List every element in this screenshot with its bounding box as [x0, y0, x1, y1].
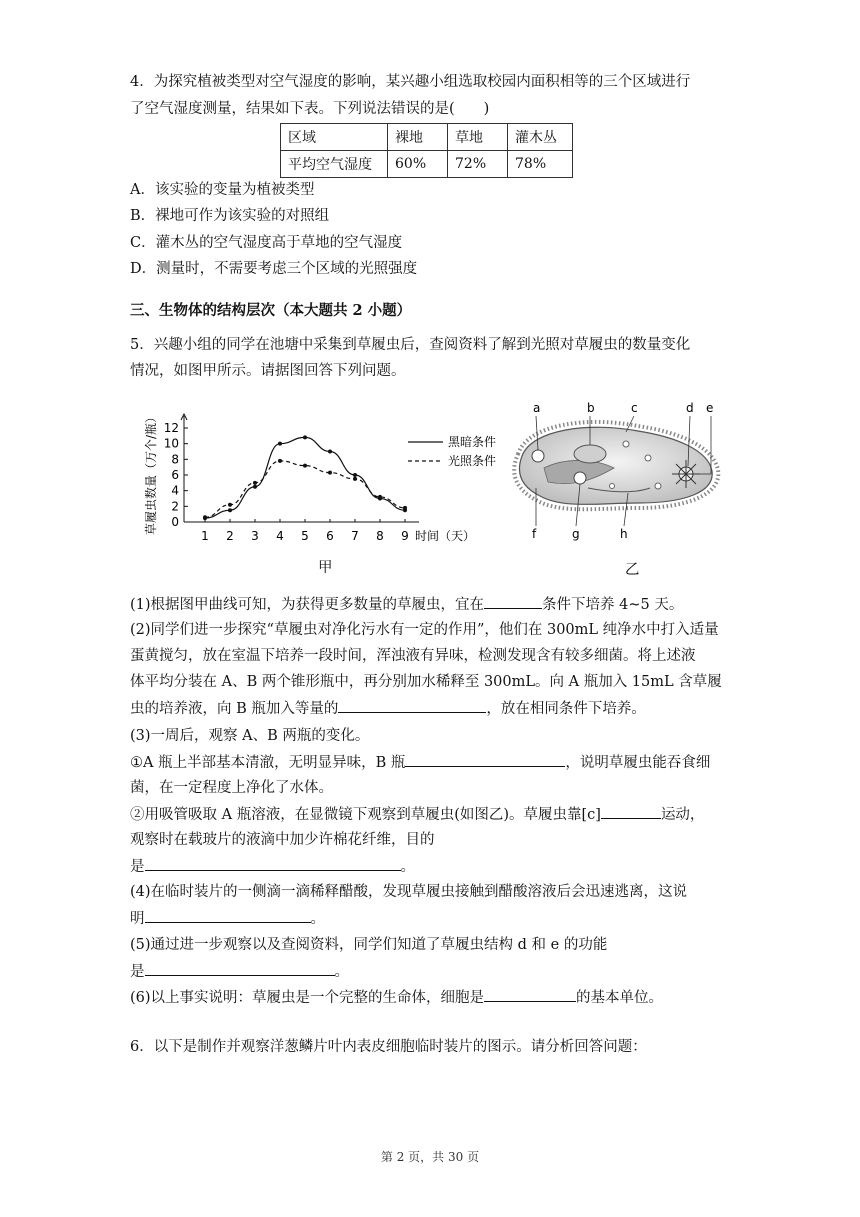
q5-part4-text-b: 明 — [130, 911, 145, 927]
food-vacuole-small — [655, 483, 661, 489]
q5-part1 — [130, 594, 683, 615]
q5-part5-text-c: 。 — [334, 964, 349, 980]
answer-blank[interactable] — [145, 961, 335, 976]
chart-plot — [203, 434, 496, 520]
data-point — [253, 485, 257, 489]
x-tick-label: 6 — [326, 529, 334, 543]
data-point — [228, 503, 232, 507]
x-tick-label: 3 — [251, 529, 259, 543]
q5-stem-line2: 情况，如图甲所示。请据图回答下列问题。 — [130, 363, 406, 379]
y-tick-label: 2 — [171, 499, 179, 514]
label-e: e — [706, 401, 714, 415]
q5-part3-1-cont: 菌，在一定程度上净化了水体。 — [130, 780, 333, 796]
table-cell: 平均空气湿度 — [281, 151, 388, 178]
data-point — [328, 471, 332, 475]
q5-stem-line1: 5．兴趣小组的同学在池塘中采集到草履虫后，查阅资料了解到光照对草履虫的数量变化 — [130, 337, 691, 353]
legend-label: 光照条件 — [448, 454, 497, 468]
page-footer: 第 2 页，共 30 页 — [380, 1150, 480, 1164]
label-d: d — [686, 401, 694, 415]
food-vacuole-small — [645, 455, 651, 461]
label-g: g — [572, 527, 580, 541]
series-line-dark — [205, 437, 405, 518]
q5-part1-text-a: (1)根据图甲曲线可知，为获得更多数量的草履虫，宜在 — [130, 597, 485, 613]
q5-part3-2-text-d: 是 — [130, 859, 145, 875]
chart-axes — [143, 411, 475, 543]
q5-part3-2-text-e: 。 — [400, 859, 415, 875]
answer-blank[interactable] — [145, 908, 311, 923]
q5-part1-text-b: 条件下培养 4~5 天。 — [542, 597, 684, 613]
q5-part4-answer — [130, 908, 325, 929]
q5-part6-text-a: (6)以上事实说明：草履虫是一个完整的生命体，细胞是 — [130, 990, 485, 1006]
food-vacuole-small — [610, 484, 615, 489]
q5-part6 — [130, 987, 663, 1008]
paramecium-diagram — [508, 396, 728, 546]
q5-part3-2-text-b: 运动， — [660, 807, 705, 823]
q6-stem: 6．以下是制作并观察洋葱鳞片叶内表皮细胞临时装片的图示。请分析回答问题： — [130, 1039, 647, 1055]
x-tick-label: 8 — [376, 529, 384, 543]
q5-part2-text-b: ，放在相同条件下培养。 — [486, 701, 646, 717]
macronucleus — [574, 445, 606, 463]
food-vacuole — [574, 472, 586, 484]
table-cell: 灌木丛 — [508, 124, 573, 151]
q5-part3-2 — [130, 804, 704, 825]
q4-option-b: B．裸地可作为该实验的对照组 — [130, 208, 330, 224]
data-point — [278, 459, 282, 463]
data-point — [403, 506, 407, 510]
y-tick-label: 0 — [171, 515, 179, 529]
label-f: f — [532, 527, 537, 541]
q5-part5-answer — [130, 961, 349, 982]
figure-caption-yi: 乙 — [625, 562, 640, 578]
data-point — [303, 464, 307, 468]
q4-option-a: A．该实验的变量为植被类型 — [130, 182, 315, 198]
data-point — [328, 450, 332, 454]
label-c: c — [631, 401, 638, 415]
q5-part3: (3)一周后，观察 A、B 两瓶的变化。 — [130, 728, 370, 744]
table-cell: 60% — [388, 151, 448, 178]
q5-part6-text-b: 的基本单位。 — [576, 990, 664, 1006]
answer-blank[interactable] — [145, 856, 401, 871]
figure-caption-jia: 甲 — [318, 560, 333, 576]
q5-part5: (5)通过进一步观察以及查阅资料，同学们知道了草履虫结构 d 和 e 的功能 — [130, 937, 608, 953]
q5-part3-2-text-a: ②用吸管吸取 A 瓶溶液，在显微镜下观察到草履虫(如图乙)。草履虫靠[c] — [130, 807, 601, 823]
q5-part2-line3: 体平均分装在 A、B 两个锥形瓶中，再分别加水稀释至 300mL。向 A 瓶加入 15mL 含草履 — [130, 674, 722, 690]
q5-part4-text-c: 。 — [310, 911, 325, 927]
data-point — [203, 515, 207, 519]
y-tick-label: 12 — [163, 421, 179, 435]
humidity-table — [280, 123, 573, 178]
q4-option-d: D．测量时，不需要考虑三个区域的光照强度 — [130, 261, 418, 277]
x-tick-label: 5 — [301, 529, 309, 543]
q5-part2-text-a: 虫的培养液，向 B 瓶加入等量的 — [130, 701, 339, 717]
y-tick-label: 10 — [163, 436, 179, 451]
data-point — [253, 481, 257, 485]
q5-part5-text-b: 是 — [130, 964, 145, 980]
data-point — [353, 477, 357, 481]
x-tick-label: 7 — [351, 529, 359, 543]
q5-part4: (4)在临时装片的一侧滴一滴稀释醋酸，发现草履虫接触到醋酸溶液后会迅速逃离，这说 — [130, 884, 688, 900]
q5-part3-2-cont: 观察时在载玻片的液滴中加少许棉花纤维，目的 — [130, 832, 435, 848]
answer-blank[interactable] — [484, 594, 542, 609]
label-a: a — [533, 401, 541, 415]
label-h: h — [620, 527, 628, 541]
x-tick-label: 4 — [276, 529, 284, 543]
y-tick-label: 8 — [171, 452, 179, 467]
table-cell: 区域 — [281, 124, 388, 151]
contractile-vacuole-front — [532, 450, 544, 462]
legend-label: 黑暗条件 — [448, 435, 497, 449]
label-b: b — [587, 401, 595, 415]
table-cell: 72% — [448, 151, 508, 178]
y-tick-label: 6 — [171, 468, 179, 482]
y-axis-label: 草履虫数量（万个/瓶） — [144, 410, 158, 536]
table-row — [281, 151, 573, 178]
q5-part3-1 — [130, 752, 710, 773]
answer-blank[interactable] — [405, 752, 565, 767]
data-point — [278, 442, 282, 446]
table-row — [281, 124, 573, 151]
q4-stem-line1: 4．为探究植被类型对空气湿度的影响，某兴趣小组选取校园内面积相等的三个区域进行 — [130, 74, 691, 90]
data-point — [378, 495, 382, 499]
x-tick-label: 2 — [226, 529, 234, 543]
x-tick-label: 9 — [401, 529, 409, 543]
q5-part3-1-text-b: ，说明草履虫能吞食细 — [565, 755, 711, 771]
q5-part3-2-answer — [130, 856, 415, 877]
q5-part2-line1: (2)同学们进一步探究“草履虫对净化污水有一定的作用”，他们在 300mL 纯净水中打入适量 — [130, 622, 719, 638]
y-tick-label: 4 — [171, 483, 179, 498]
table-cell: 78% — [508, 151, 573, 178]
q5-part2-line4 — [130, 698, 646, 719]
x-tick-label: 1 — [201, 529, 209, 543]
answer-blank[interactable] — [338, 698, 486, 713]
q5-part2-line2: 蛋黄搅匀，放在室温下培养一段时间，浑浊液有异味，检测发现含有较多细菌。将上述液 — [130, 648, 696, 664]
paramecium-population-chart — [140, 398, 510, 550]
table-cell: 草地 — [448, 124, 508, 151]
food-vacuole-small — [623, 441, 629, 447]
q5-part3-1-text-a: ①A 瓶上半部基本清澈，无明显异味，B 瓶 — [130, 755, 406, 771]
section-heading: 三、生物体的结构层次（本大题共 2 小题） — [130, 302, 412, 319]
answer-blank[interactable] — [601, 804, 661, 819]
data-point — [303, 435, 307, 439]
contractile-vacuole-rear — [672, 460, 700, 488]
table-cell: 裸地 — [388, 124, 448, 151]
data-point — [228, 508, 232, 512]
x-axis-label: 时间（天） — [415, 529, 476, 543]
q4-option-c: C．灌木丛的空气湿度高于草地的空气湿度 — [130, 235, 403, 251]
q4-stem-line2: 了空气湿度测量，结果如下表。下列说法错误的是( ) — [130, 101, 490, 117]
answer-blank[interactable] — [484, 987, 576, 1002]
data-point — [353, 473, 357, 477]
